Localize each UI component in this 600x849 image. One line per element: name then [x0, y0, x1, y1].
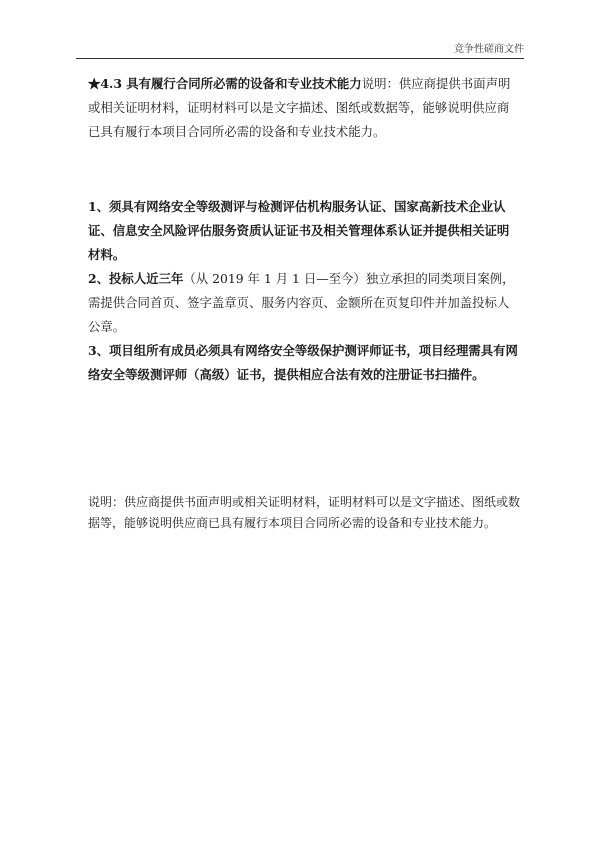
- requirement-item: [88, 195, 520, 267]
- requirement-item: [88, 267, 520, 339]
- header-divider: [76, 58, 524, 59]
- note-paragraph: 说明：供应商提供书面声明或相关证明材料，证明材料可以是文字描述、图纸或数据等，能够说明供应商已具有履行本项目合同所必需的设备和专业技术能力。: [88, 495, 521, 530]
- document-header-label: 竞争性磋商文件: [454, 44, 524, 55]
- requirement-text-continued: 独立承担的同类项目案例，需提供合同首页、签字盖章页、服务内容页、金额所在页复印件并加盖投标人公章。: [88, 271, 515, 334]
- section-description: 说明：供应商提供书面声明或相关证明材料，证明材料可以是文字描述、图纸或数据等，能够说明供应商已具有履行本项目合同所必需的设备和专业技术能力。: [88, 76, 511, 139]
- requirement-text: 1、须具有网络安全等级测评与检测评估机构服务认证、国家高新技术企业认证、信息安全风险评估服务资质认证证书及相关管理体系认证并提供相关证明材料。: [88, 199, 510, 262]
- section-paragraph: [88, 72, 520, 144]
- requirement-item: [88, 339, 520, 387]
- requirement-text: 3、项目组所有成员必须具有网络安全等级保护测评师证书，项目经理需具有网络安全等级测评师（高级）证书，提供相应合法有效的注册证书扫描件。: [88, 343, 518, 382]
- requirement-text: 2、投标人近三年: [88, 271, 184, 286]
- section-heading: 4.3 具有履行合同所必需的设备和专业技术能力: [100, 76, 362, 91]
- requirement-date-range: （从 2019 年 1 月 1 日—至今）: [183, 271, 366, 286]
- requirements-list: [88, 195, 520, 387]
- star-mark: ★: [88, 76, 101, 91]
